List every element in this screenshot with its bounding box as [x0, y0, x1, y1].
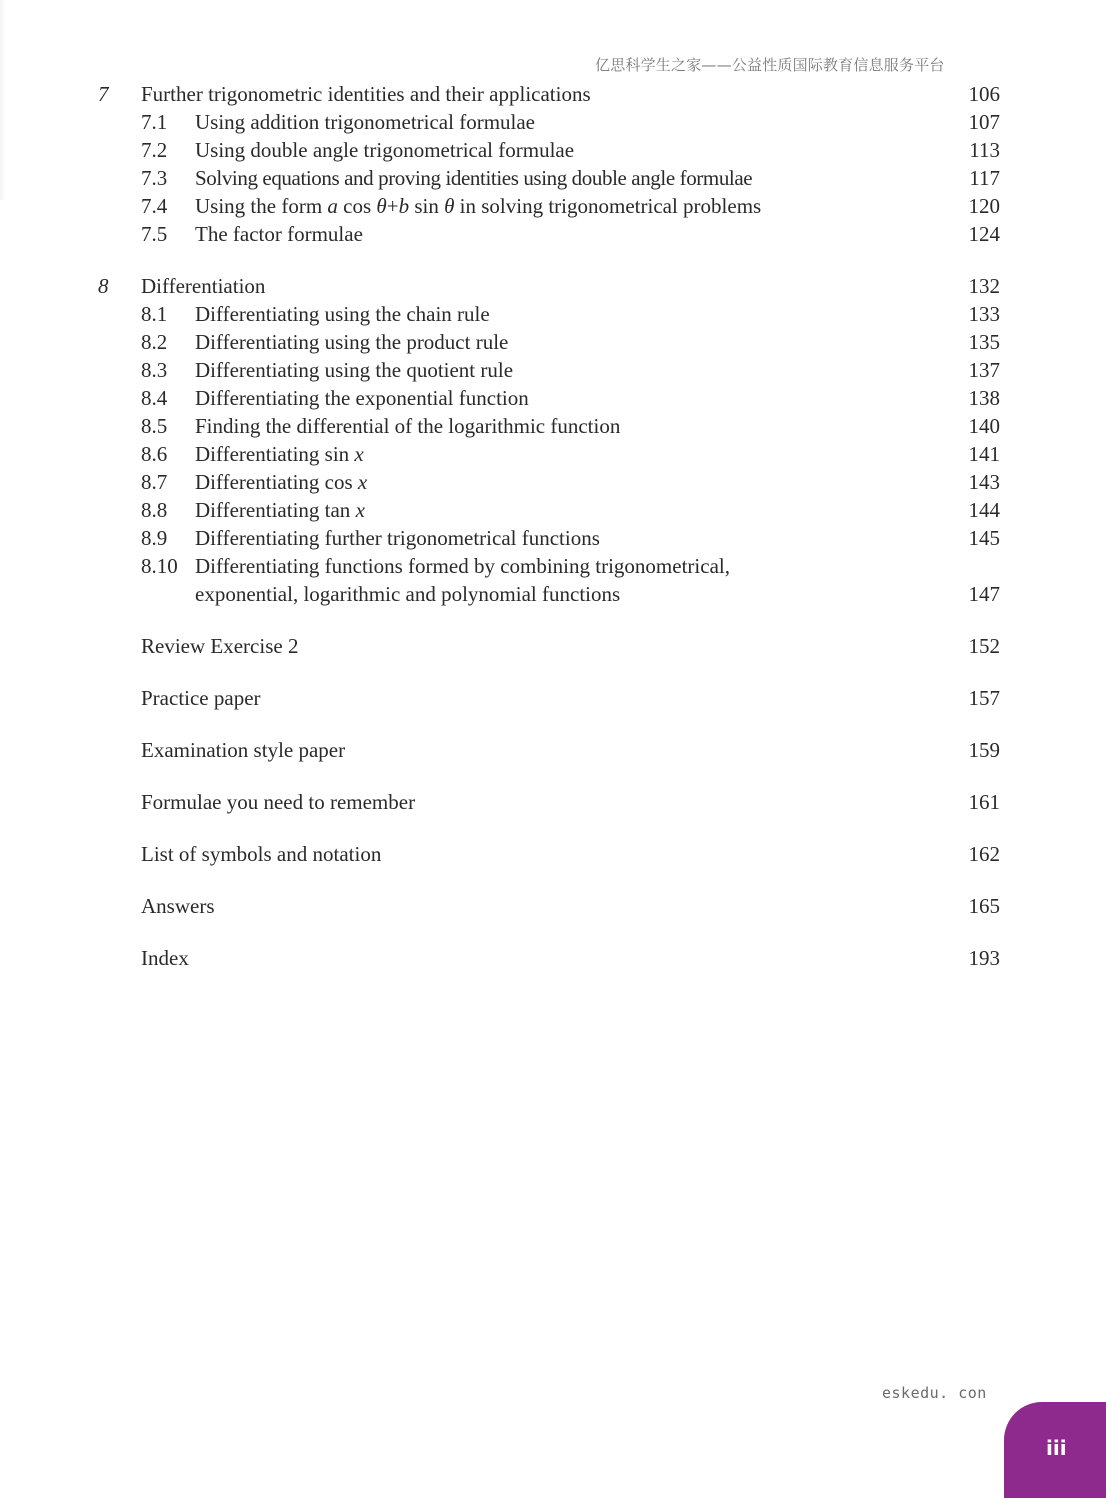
page-number: 145	[968, 526, 1000, 550]
toc-section-8-6[interactable]	[0, 440, 1106, 468]
entry-title: Practice paper	[141, 686, 261, 710]
section-number: 8.8	[141, 498, 168, 522]
page-number: 140	[968, 414, 1000, 438]
page-number: 137	[968, 358, 1000, 382]
page-number: 106	[968, 82, 1000, 106]
page-number: 162	[968, 842, 1000, 866]
footer-site-text: eskedu. con	[882, 1384, 987, 1402]
section-number: 8.10	[141, 554, 178, 578]
page-number: 117	[969, 166, 1000, 190]
section-number: 8.5	[141, 414, 168, 438]
toc-section-7-3[interactable]	[0, 164, 1106, 192]
toc-section-8-4[interactable]	[0, 384, 1106, 412]
toc-section-8-10-continued[interactable]	[0, 580, 1106, 608]
section-number: 8.1	[141, 302, 168, 326]
sin-text: sin	[409, 194, 445, 218]
page-number: 159	[968, 738, 1000, 762]
page-number: 113	[969, 138, 1000, 162]
section-number: 8.6	[141, 442, 168, 466]
entry-title: Index	[141, 946, 189, 970]
section-number: 8.4	[141, 386, 168, 410]
toc-formulae[interactable]	[0, 788, 1106, 816]
title-text: Differentiating cos	[195, 470, 358, 494]
section-title-line-1: Differentiating functions formed by combining trigonometrical,	[195, 554, 730, 578]
page-number: 132	[968, 274, 1000, 298]
section-number: 7.1	[141, 110, 168, 134]
section-title: Differentiating using the quotient rule	[195, 358, 514, 382]
page-number: 193	[968, 946, 1000, 970]
section-title-line-2: exponential, logarithmic and polynomial functions	[195, 582, 621, 606]
section-number: 8.7	[141, 470, 168, 494]
page-number: 144	[968, 498, 1000, 522]
title-text: Using the form	[195, 194, 328, 218]
section-title	[195, 496, 365, 524]
math-variable-x: x	[357, 470, 368, 494]
section-title: Finding the differential of the logarithmic function	[195, 414, 621, 438]
watermark-text: 亿思科学生之家——公益性质国际教育信息服务平台	[595, 56, 945, 74]
page-number: 143	[968, 470, 1000, 494]
section-title: Differentiating using the product rule	[195, 330, 509, 354]
page-number: 141	[968, 442, 1000, 466]
section-title: Differentiating using the chain rule	[195, 302, 490, 326]
toc-section-8-9[interactable]	[0, 524, 1106, 552]
toc-review-exercise[interactable]	[0, 632, 1106, 660]
toc-section-8-7[interactable]	[0, 468, 1106, 496]
page-number: 124	[968, 222, 1000, 246]
toc-section-8-10[interactable]	[0, 552, 1106, 580]
section-title: Using addition trigonometrical formulae	[195, 110, 535, 134]
toc-chapter-7[interactable]	[0, 80, 1106, 108]
plus-sign: +	[386, 194, 399, 218]
section-number: 7.2	[141, 138, 168, 162]
math-variable-b: b	[398, 194, 410, 218]
page-number: 133	[968, 302, 1000, 326]
toc-section-8-8[interactable]	[0, 496, 1106, 524]
section-title	[195, 440, 364, 468]
section-number: 8.3	[141, 358, 168, 382]
section-title	[195, 192, 761, 220]
entry-title: List of symbols and notation	[141, 842, 382, 866]
page-number: 165	[968, 894, 1000, 918]
page-number: 161	[968, 790, 1000, 814]
page-number: 152	[968, 634, 1000, 658]
entry-title: Examination style paper	[141, 738, 346, 762]
page-number: 147	[968, 582, 1000, 606]
math-variable-theta: θ	[376, 194, 387, 218]
title-text: Differentiating tan	[195, 498, 356, 522]
section-number: 7.3	[141, 166, 168, 190]
section-title: Using double angle trigonometrical formulae	[195, 138, 575, 162]
toc-symbols[interactable]	[0, 840, 1106, 868]
page-number: 138	[968, 386, 1000, 410]
chapter-title: Further trigonometric identities and their applications	[141, 82, 591, 106]
page-label: iii	[1046, 1436, 1067, 1460]
chapter-number: 7	[98, 82, 109, 106]
toc-section-7-5[interactable]	[0, 220, 1106, 248]
page-number: 157	[968, 686, 1000, 710]
toc-section-7-1[interactable]	[0, 108, 1106, 136]
section-title: Solving equations and proving identities using double angle formulae	[195, 166, 753, 190]
math-variable-a: a	[327, 194, 338, 218]
chapter-title: Differentiation	[141, 274, 266, 298]
section-number: 7.4	[141, 194, 168, 218]
toc-section-8-2[interactable]	[0, 328, 1106, 356]
section-title: Differentiating the exponential function	[195, 386, 529, 410]
math-variable-x: x	[354, 442, 364, 466]
toc-chapter-8[interactable]	[0, 272, 1106, 300]
section-title: Differentiating further trigonometrical functions	[195, 526, 600, 550]
toc-section-8-1[interactable]	[0, 300, 1106, 328]
entry-title: Review Exercise 2	[141, 634, 299, 658]
toc-examination-paper[interactable]	[0, 736, 1106, 764]
toc-section-8-3[interactable]	[0, 356, 1106, 384]
section-number: 8.2	[141, 330, 168, 354]
math-variable-x: x	[355, 498, 365, 522]
entry-title: Formulae you need to remember	[141, 790, 416, 814]
section-title	[195, 468, 367, 496]
toc-section-7-4[interactable]	[0, 192, 1106, 220]
toc-answers[interactable]	[0, 892, 1106, 920]
toc-section-8-5[interactable]	[0, 412, 1106, 440]
toc-index[interactable]	[0, 944, 1106, 972]
math-variable-theta: θ	[444, 194, 455, 218]
page-number: 120	[968, 194, 1000, 218]
toc-section-7-2[interactable]	[0, 136, 1106, 164]
section-number: 8.9	[141, 526, 168, 550]
title-text: Differentiating sin	[195, 442, 355, 466]
entry-title: Answers	[141, 894, 215, 918]
cos-text: cos	[337, 194, 377, 218]
page-number: 135	[968, 330, 1000, 354]
title-text: in solving trigonometrical problems	[454, 194, 762, 218]
toc-practice-paper[interactable]	[0, 684, 1106, 712]
section-number: 7.5	[141, 222, 168, 246]
page-number-tab	[1004, 1402, 1106, 1498]
chapter-number: 8	[98, 274, 109, 298]
section-title: The factor formulae	[195, 222, 363, 246]
page-number: 107	[968, 110, 1000, 134]
